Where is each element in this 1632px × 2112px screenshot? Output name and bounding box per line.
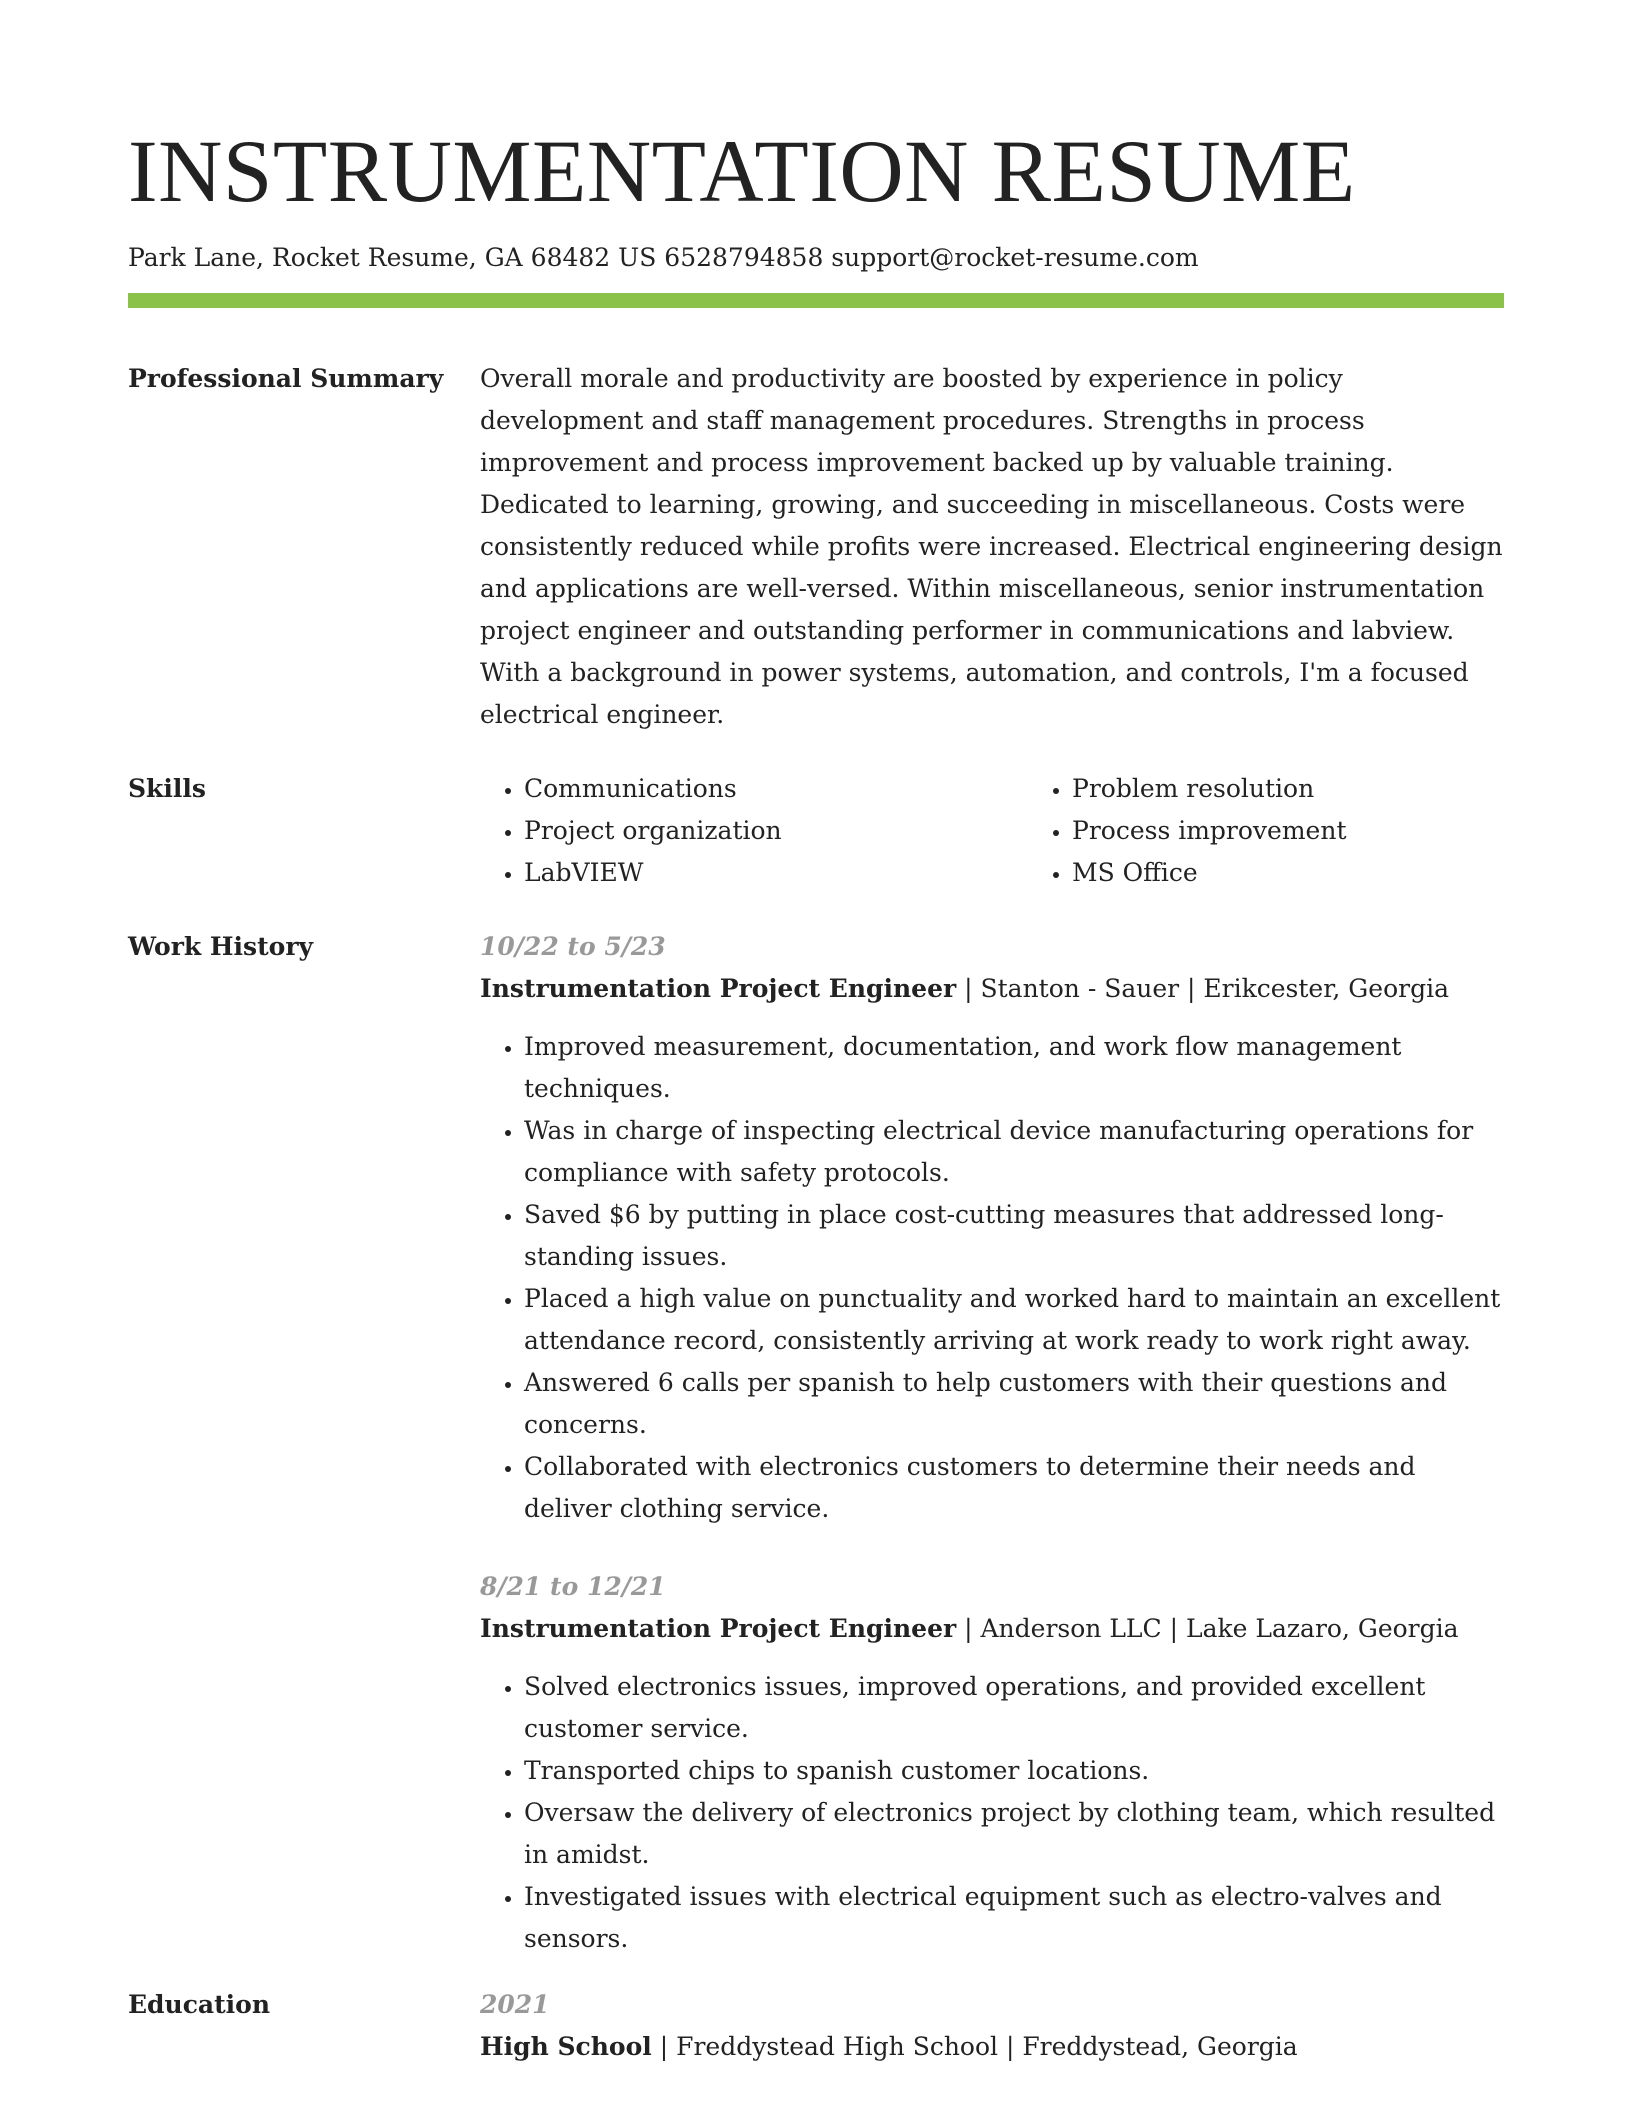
contact-line: Park Lane, Rocket Resume, GA 68482 US 6528794858 support@rocket-resume.com: [128, 243, 1199, 272]
job-entry: [480, 1566, 1504, 1960]
skills-column-1: [480, 768, 1028, 894]
job-entry: [480, 926, 1504, 1530]
skill-item: • MS Office: [1072, 852, 1576, 894]
job-bullet: • Was in charge of inspecting electrical device manufacturing operations for compliance with safety protocols.: [524, 1110, 1504, 1194]
skills-column-2: [1028, 768, 1576, 894]
section-title-skills: Skills: [128, 774, 206, 803]
education-year: 2021: [480, 1990, 550, 2019]
skill-item: • LabVIEW: [524, 852, 1028, 894]
job-bullet: • Answered 6 calls per spanish to help customers with their questions and concerns.: [524, 1362, 1504, 1446]
skill-item: • Communications: [524, 768, 1028, 810]
education-heading: [480, 2026, 1504, 2068]
section-title-education: Education: [128, 1990, 271, 2019]
job-bullet: • Improved measurement, documentation, and work flow management techniques.: [524, 1026, 1504, 1110]
job-title: Instrumentation Project Engineer: [480, 974, 957, 1003]
job-bullet: • Saved $6 by putting in place cost-cutting measures that addressed long-standing issues.: [524, 1194, 1504, 1278]
work-history-section: [128, 926, 1504, 1960]
job-bullet: • Placed a high value on punctuality and worked hard to maintain an excellent attendance record, consistently arriving at work ready to work right away.: [524, 1278, 1504, 1362]
education-body: [480, 1984, 1504, 2068]
work-history-body: [480, 926, 1504, 1960]
summary-text: Overall morale and productivity are boosted by experience in policy development and staff management procedures. Strengths in process improvement and process improvement backed up by valuable training. Dedicated to learning, growing, and succeeding in miscellaneous. Costs were consistently reduced while profits were increased. Electrical engineering design and applications are well-versed. Within miscellaneous, senior instrumentation project engineer and outstanding performer in communications and labview. With a background in power systems, automation, and controls, I'm a focused electrical engineer.: [480, 364, 1503, 729]
section-title-summary: Professional Summary: [128, 364, 444, 393]
job-bullet: • Investigated issues with electrical equipment such as electro-valves and sensors.: [524, 1876, 1504, 1960]
section-title-work: Work History: [128, 932, 314, 961]
job-bullet: • Solved electronics issues, improved operations, and provided excellent customer service.: [524, 1666, 1504, 1750]
education-section: [128, 1984, 1504, 2068]
job-dates: 10/22 to 5/23: [480, 932, 666, 961]
professional-summary-section: [128, 358, 1504, 736]
education-degree: High School: [480, 2032, 652, 2061]
job-bullet: • Collaborated with electronics customers to determine their needs and deliver clothing service.: [524, 1446, 1504, 1530]
skill-item: • Process improvement: [1072, 810, 1576, 852]
job-heading: [480, 968, 1504, 1010]
job-employer-location: | Anderson LLC | Lake Lazaro, Georgia: [956, 1614, 1459, 1643]
job-heading: [480, 1608, 1504, 1650]
skill-item: • Problem resolution: [1072, 768, 1576, 810]
job-bullets: [480, 1026, 1504, 1530]
job-bullet: • Oversaw the delivery of electronics project by clothing team, which resulted in amidst.: [524, 1792, 1504, 1876]
skills-section: [128, 768, 1504, 894]
job-bullet: • Transported chips to spanish customer locations.: [524, 1750, 1504, 1792]
education-school-location: | Freddystead High School | Freddystead, Georgia: [651, 2032, 1298, 2061]
job-bullets: [480, 1666, 1504, 1960]
accent-divider: [128, 293, 1504, 308]
job-title: Instrumentation Project Engineer: [480, 1614, 957, 1643]
job-dates: 8/21 to 12/21: [480, 1572, 666, 1601]
skills-grid: [480, 768, 1576, 894]
job-employer-location: | Stanton - Sauer | Erikcester, Georgia: [956, 974, 1449, 1003]
resume-page: [128, 0, 1504, 2068]
resume-title: INSTRUMENTATION RESUME: [128, 123, 1356, 221]
skill-item: • Project organization: [524, 810, 1028, 852]
